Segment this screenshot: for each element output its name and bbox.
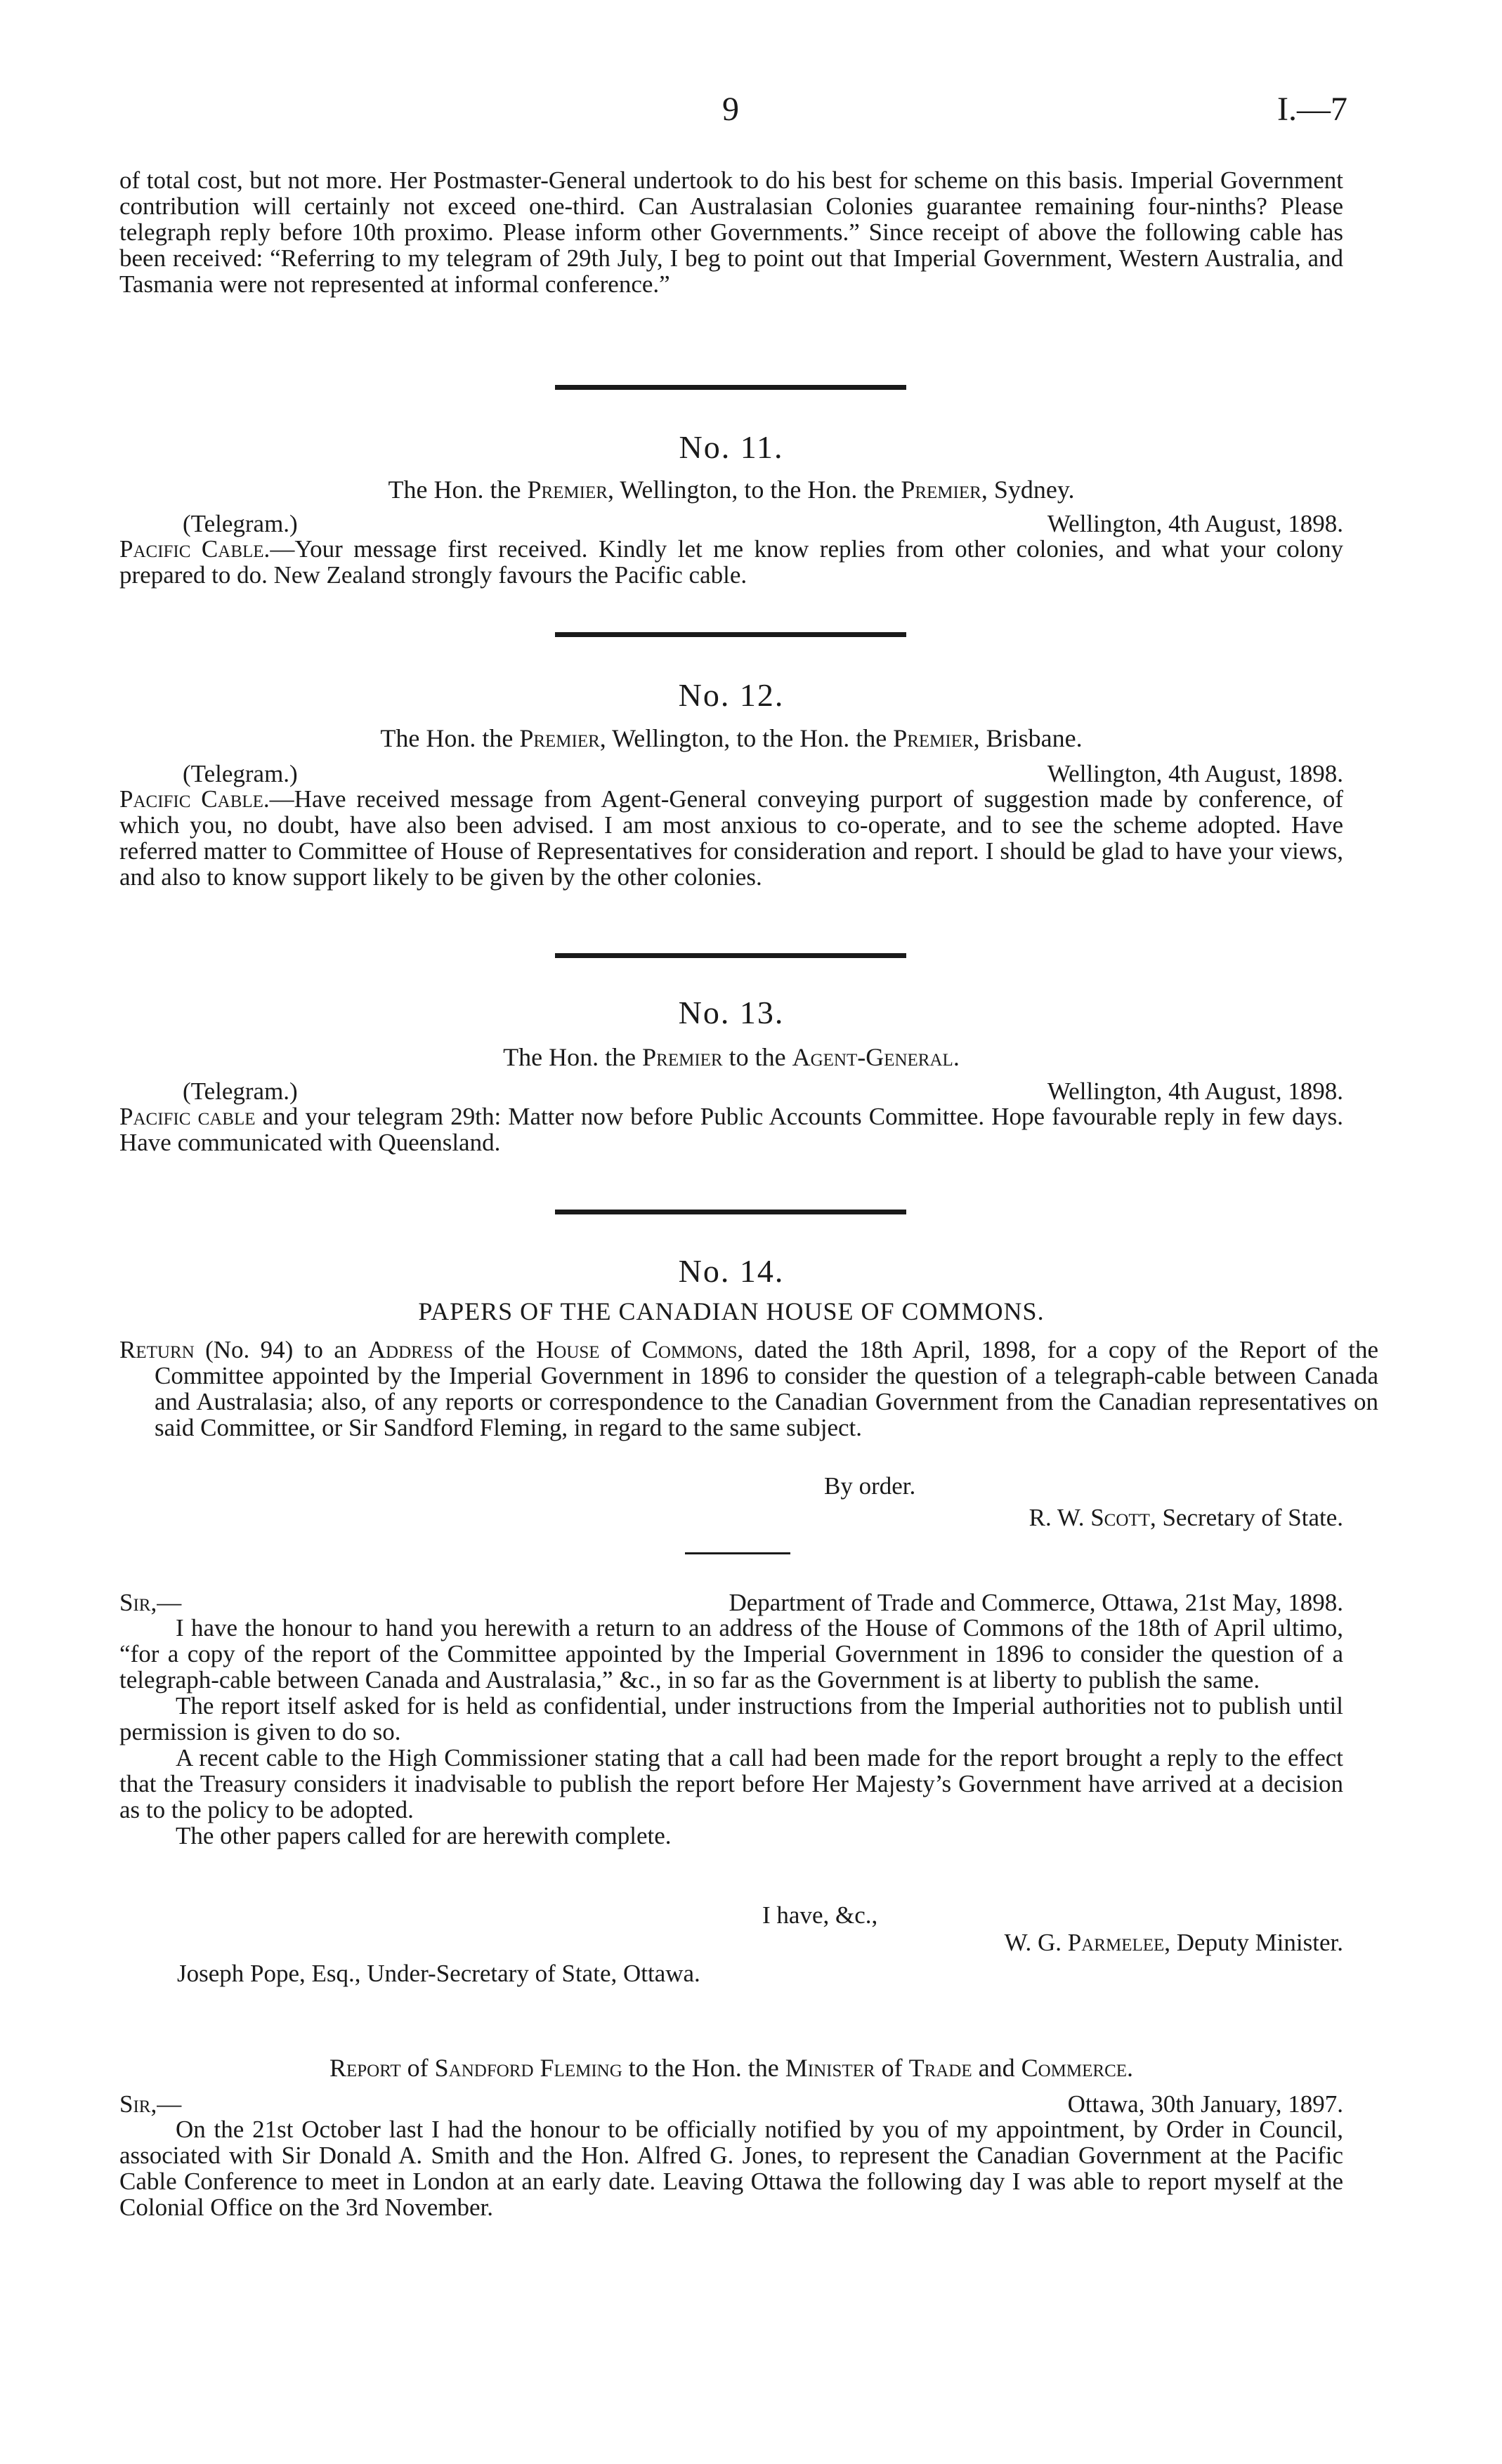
- letter-paragraph: A recent cable to the High Commissioner stating that a call had been made for the report brought a reply to the effect that the Treasury considers it inadvisable to publish the report before Her Majesty’s Government have arrived at a decision as to the policy to be adopted.: [119, 1744, 1343, 1823]
- report-paragraph: On the 21st October last I had the honour to be officially notified by you of my appointment, by Order in Council, associated with Sir Donald A. Smith and the Hon. Alfred G. Jones, to represent the Canadian Government at the Pacific Cable Conference to meet in London at an early date. Leaving Ottawa the following day I was able to report myself at the Colonial Office on the 3rd November.: [119, 2116, 1343, 2221]
- no12-title: The Hon. the Premier, Wellington, to the Hon. the Premier, Brisbane.: [380, 724, 1083, 752]
- report-dateline: Ottawa, 30th January, 1897.: [1067, 2090, 1343, 2118]
- report-body: [119, 2116, 1343, 2220]
- letter-paragraph: The report itself asked for is held as confidential, under instructions from the Imperial authorities not to publish until permission is given to do so.: [119, 1692, 1343, 1745]
- no12-number: No. 12.: [678, 677, 785, 713]
- report-salutation: Sir,—: [119, 2090, 182, 2118]
- no13-body: Pacific cable and your telegram 29th: Matter now before Public Accounts Committee. Hope favourable reply in few days. Have communicated with Queensland.: [119, 1103, 1343, 1156]
- no12-subject: Pacific Cable.: [119, 785, 270, 813]
- no14-by-order: By order.: [824, 1472, 916, 1500]
- section-divider: [555, 632, 906, 637]
- no13-dateline: Wellington, 4th August, 1898.: [1047, 1077, 1343, 1105]
- letter-signature: W. G. Parmelee, Deputy Minister.: [1004, 1929, 1343, 1956]
- short-divider: [685, 1552, 790, 1554]
- no13-kind: (Telegram.): [183, 1077, 298, 1105]
- section-divider: [555, 1210, 906, 1214]
- letter-paragraph: The other papers called for are herewith complete.: [176, 1822, 672, 1849]
- letter-addressee: Joseph Pope, Esq., Under-Secretary of State, Ottawa.: [177, 1960, 700, 1987]
- no11-title: The Hon. the Premier, Wellington, to the Hon. the Premier, Sydney.: [388, 476, 1075, 504]
- no13-number: No. 13.: [678, 995, 785, 1030]
- no11-subject: Pacific Cable.: [119, 535, 270, 563]
- letter-salutation: Sir,—: [119, 1589, 182, 1616]
- no11-number: No. 11.: [679, 429, 784, 465]
- letter-body: [119, 1615, 1343, 1849]
- section-divider: [555, 385, 906, 390]
- no12-dateline: Wellington, 4th August, 1898.: [1047, 760, 1343, 787]
- no12-kind: (Telegram.): [183, 760, 298, 787]
- letter-paragraph: I have the honour to hand you herewith a return to an address of the House of Commons of the 18th of April ultimo, “for a copy of the report of the Committee appointed by the Imperial Government in 1896 to consider the question of a telegraph-cable between Canada and Australasia,” &c., in so far as the Government is at liberty to publish the same.: [119, 1614, 1343, 1693]
- intro-paragraph: [119, 167, 1343, 297]
- no14-signature: R. W. Scott, Secretary of State.: [1028, 1504, 1343, 1531]
- no13-subject: Pacific cable: [119, 1103, 256, 1130]
- no14-heading: PAPERS OF THE CANADIAN HOUSE OF COMMONS.: [418, 1297, 1045, 1325]
- no12-body: Pacific Cable.—Have received message from Agent-General conveying purport of suggestion made by conference, of which you, no doubt, have also been advised. I am most anxious to co-operate, and to see the scheme adopted. Have referred matter to Committee of House of Representatives for consideration and report. I should be glad to have your views, and also to know support likely to be given by the other colonies.: [119, 785, 1343, 891]
- no11-dateline: Wellington, 4th August, 1898.: [1047, 510, 1343, 537]
- no13-title: The Hon. the Premier to the Agent-General.: [503, 1043, 960, 1071]
- letter-closing: I have, &c.,: [762, 1901, 878, 1929]
- no11-kind: (Telegram.): [183, 510, 298, 537]
- no14-number: No. 14.: [678, 1253, 785, 1289]
- intro-text: of total cost, but not more. Her Postmaster-General undertook to do his best for scheme on this basis. Imperial Government contribution will certainly not exceed one-third. Can Australasian Colonies guarantee remaining four-ninths? Please telegraph reply before 10th proximo. Please inform other Governments.” Since receipt of above the following cable has been received: “Referring to my telegram of 29th July, I beg to point out that Imperial Government, Western Australia, and Tasmania were not represented at informal conference.”: [119, 166, 1343, 298]
- letter-dateline: Department of Trade and Commerce, Ottawa, 21st May, 1898.: [729, 1589, 1343, 1616]
- section-divider: [555, 953, 906, 958]
- no11-body: Pacific Cable.—Your message first received. Kindly let me know replies from other colonies, and what your colony prepared to do. New Zealand strongly favours the Pacific cable.: [119, 535, 1344, 589]
- no14-return: Return (No. 94) to an Address of the House of Commons, dated the 18th April, 1898, for a copy of the Report of the Committee appointed by the Imperial Government in 1896 to consider the question of a telegraph-cable between Canada and Australasia; also, of any reports or correspondence to the Canadian Government from the Canadian representatives on said Committee, or Sir Sandford Fleming, in regard to the same subject.: [119, 1336, 1378, 1441]
- report-heading: Report of Sandford Fleming to the Hon. the Minister of Trade and Commerce.: [329, 2054, 1134, 2082]
- document-reference: I.—7: [1277, 91, 1347, 128]
- page-number: 9: [722, 91, 739, 128]
